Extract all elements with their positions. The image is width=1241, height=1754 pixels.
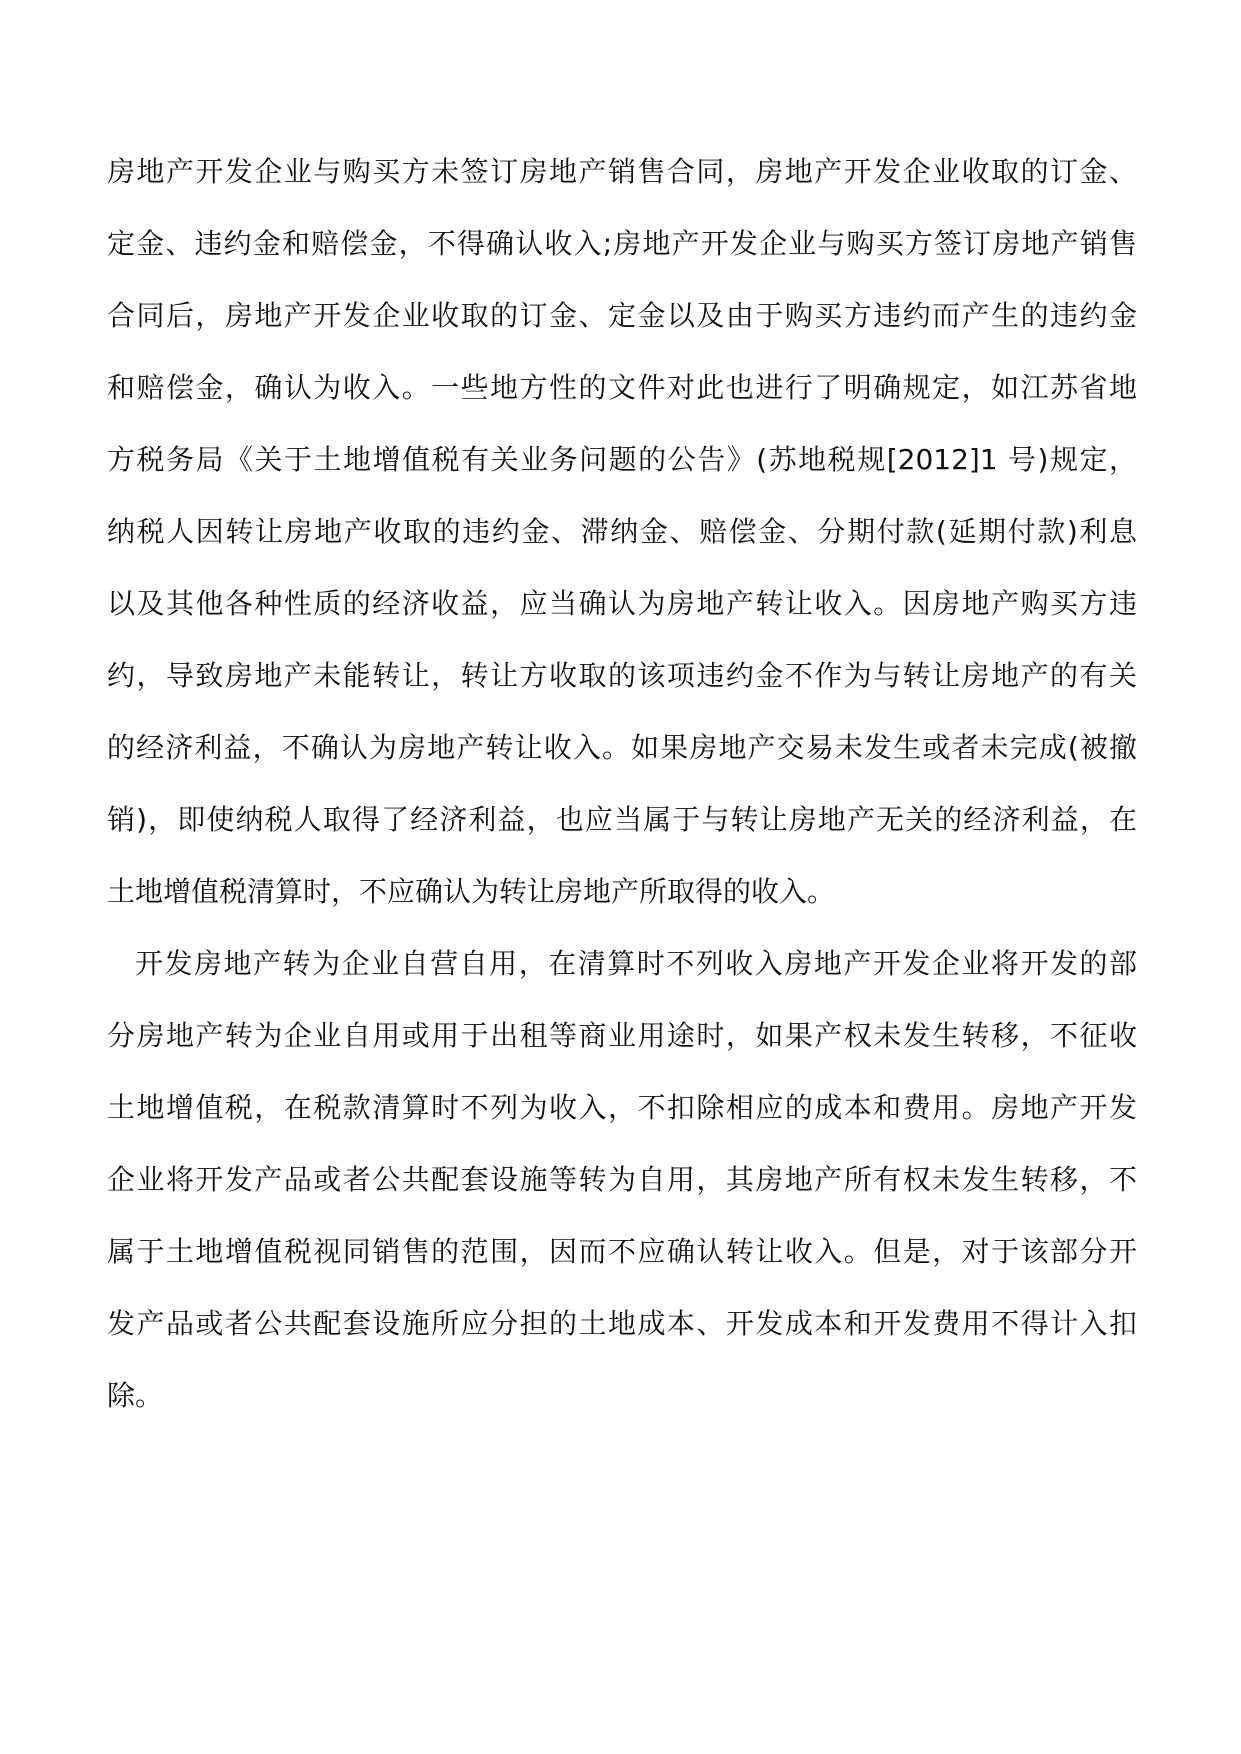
paragraph-2-line-4: 企业将开发产品或者公共配套设施等转为自用，其房地产所有权未发生转移，不 xyxy=(107,1163,1137,1196)
paragraph-2-line-2: 分房地产转为企业自用或用于出租等商业用途时，如果产权未发生转移，不征收 xyxy=(107,1019,1137,1052)
paragraph-2-line-7: 除。 xyxy=(107,1379,164,1412)
paragraph-1-line-1: 房地产开发企业与购买方未签订房地产销售合同，房地产开发企业收取的订金、 xyxy=(107,155,1137,188)
paragraph-1-line-5: 方税务局《关于土地增值税有关业务问题的公告》(苏地税规[2012]1 号)规定， xyxy=(107,443,1137,476)
paragraph-2-line-3: 土地增值税，在税款清算时不列为收入，不扣除相应的成本和费用。房地产开发 xyxy=(107,1091,1137,1124)
paragraph-1-line-9: 的经济利益，不确认为房地产转让收入。如果房地产交易未发生或者未完成(被撤 xyxy=(107,731,1137,764)
paragraph-1-line-11: 土地增值税清算时，不应确认为转让房地产所取得的收入。 xyxy=(107,875,836,908)
paragraph-1-line-3: 合同后，房地产开发企业收取的订金、定金以及由于购买方违约而产生的违约金 xyxy=(107,299,1137,332)
paragraph-1-line-8: 约，导致房地产未能转让，转让方收取的该项违约金不作为与转让房地产的有关 xyxy=(107,659,1137,692)
paragraph-2-line-6: 发产品或者公共配套设施所应分担的土地成本、开发成本和开发费用不得计入扣 xyxy=(107,1307,1137,1340)
paragraph-1-line-2: 定金、违约金和赔偿金，不得确认收入;房地产开发企业与购买方签订房地产销售 xyxy=(107,227,1137,260)
paragraph-1-line-4: 和赔偿金，确认为收入。一些地方性的文件对此也进行了明确规定，如江苏省地 xyxy=(107,371,1137,404)
paragraph-1-line-7: 以及其他各种性质的经济收益，应当确认为房地产转让收入。因房地产购买方违 xyxy=(107,587,1137,620)
paragraph-1-line-10: 销)，即使纳税人取得了经济利益，也应当属于与转让房地产无关的经济利益，在 xyxy=(107,803,1137,836)
paragraph-2-line-1: 开发房地产转为企业自营自用，在清算时不列收入房地产开发企业将开发的部 xyxy=(135,947,1137,980)
paragraph-1-line-6: 纳税人因转让房地产收取的违约金、滞纳金、赔偿金、分期付款(延期付款)利息 xyxy=(107,515,1137,548)
paragraph-2-line-5: 属于土地增值税视同销售的范围，因而不应确认转让收入。但是，对于该部分开 xyxy=(107,1235,1137,1268)
